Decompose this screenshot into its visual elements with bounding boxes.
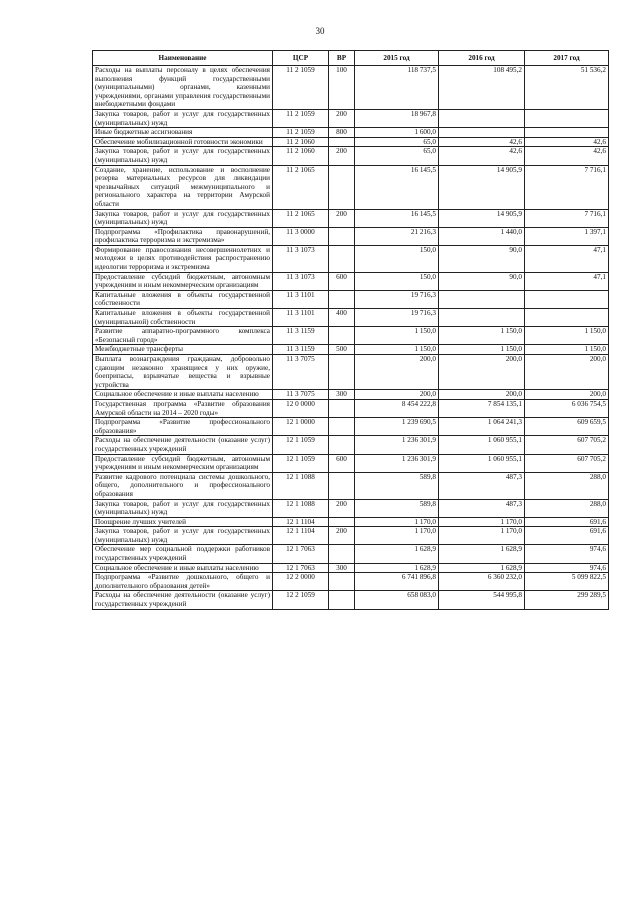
row-vr-cell bbox=[329, 436, 355, 454]
row-2016-cell: 200,0 bbox=[439, 390, 525, 400]
row-2017-cell: 607 705,2 bbox=[525, 454, 609, 472]
row-name-cell: Закупка товаров, работ и услуг для государственных (муниципальных) нужд bbox=[93, 109, 273, 127]
row-2016-cell: 487,3 bbox=[439, 499, 525, 517]
row-csr-cell: 12 1 1088 bbox=[273, 499, 329, 517]
row-2016-cell bbox=[439, 290, 525, 308]
row-csr-cell: 11 3 1101 bbox=[273, 309, 329, 327]
row-vr-cell: 400 bbox=[329, 309, 355, 327]
row-vr-cell: 600 bbox=[329, 454, 355, 472]
table-row bbox=[93, 390, 609, 400]
row-2017-cell: 200,0 bbox=[525, 355, 609, 390]
table-row bbox=[93, 591, 609, 609]
table-row bbox=[93, 272, 609, 290]
row-name-cell: Капитальные вложения в объекты государственной (муниципальной) собственности bbox=[93, 309, 273, 327]
row-2017-cell: 691,6 bbox=[525, 517, 609, 527]
row-csr-cell: 11 3 7075 bbox=[273, 355, 329, 390]
row-2016-cell: 1 628,9 bbox=[439, 563, 525, 573]
row-2017-cell: 51 536,2 bbox=[525, 66, 609, 110]
row-csr-cell: 12 1 0000 bbox=[273, 418, 329, 436]
row-2017-cell: 288,0 bbox=[525, 472, 609, 499]
row-name-cell: Государственная программа «Развитие образования Амурской области на 2014 – 2020 годы» bbox=[93, 399, 273, 417]
row-name-cell: Закупка товаров, работ и услуг для государственных (муниципальных) нужд bbox=[93, 209, 273, 227]
row-name-cell: Подпрограмма «Развитие профессионального образования» bbox=[93, 418, 273, 436]
table-row bbox=[93, 66, 609, 110]
row-name-cell: Расходы на обеспечение деятельности (оказание услуг) государственных учреждений bbox=[93, 591, 273, 609]
row-2016-cell: 1 628,9 bbox=[439, 545, 525, 563]
row-name-cell: Создание, хранение, использование и восполнение резерва материальных ресурсов для ликвидации чрезвычайных ситуаций межмуниципального и регионального характера на территории Амурской области bbox=[93, 165, 273, 209]
table-row bbox=[93, 472, 609, 499]
row-2017-cell: 42,6 bbox=[525, 137, 609, 147]
row-2017-cell: 974,6 bbox=[525, 545, 609, 563]
row-name-cell: Иные бюджетные ассигнования bbox=[93, 128, 273, 138]
row-2016-cell: 6 360 232,0 bbox=[439, 573, 525, 591]
row-name-cell: Социальное обеспечение и иные выплаты населению bbox=[93, 390, 273, 400]
row-vr-cell: 800 bbox=[329, 128, 355, 138]
row-2015-cell: 6 741 896,8 bbox=[355, 573, 439, 591]
row-csr-cell: 12 1 1059 bbox=[273, 454, 329, 472]
row-2016-cell: 42,6 bbox=[439, 137, 525, 147]
row-2017-cell: 1 150,0 bbox=[525, 345, 609, 355]
row-csr-cell: 12 1 1088 bbox=[273, 472, 329, 499]
table-row bbox=[93, 209, 609, 227]
row-2016-cell: 1 150,0 bbox=[439, 345, 525, 355]
row-name-cell: Закупка товаров, работ и услуг для государственных (муниципальных) нужд bbox=[93, 527, 273, 545]
row-vr-cell bbox=[329, 517, 355, 527]
row-2016-cell bbox=[439, 128, 525, 138]
row-name-cell: Закупка товаров, работ и услуг для государственных (муниципальных) нужд bbox=[93, 499, 273, 517]
row-2015-cell: 1 150,0 bbox=[355, 327, 439, 345]
row-2016-cell: 42,6 bbox=[439, 147, 525, 165]
row-2016-cell: 1 060 955,1 bbox=[439, 436, 525, 454]
row-2015-cell: 589,8 bbox=[355, 499, 439, 517]
table-row bbox=[93, 418, 609, 436]
row-csr-cell: 12 1 1104 bbox=[273, 517, 329, 527]
budget-table bbox=[92, 50, 609, 610]
row-csr-cell: 11 2 1065 bbox=[273, 209, 329, 227]
header-2017: 2017 год bbox=[525, 51, 609, 66]
table-row bbox=[93, 147, 609, 165]
row-2016-cell: 1 150,0 bbox=[439, 327, 525, 345]
row-2015-cell: 1 170,0 bbox=[355, 527, 439, 545]
row-2015-cell: 1 239 690,5 bbox=[355, 418, 439, 436]
row-2015-cell: 200,0 bbox=[355, 390, 439, 400]
row-2017-cell bbox=[525, 290, 609, 308]
header-2015: 2015 год bbox=[355, 51, 439, 66]
row-csr-cell: 11 3 7075 bbox=[273, 390, 329, 400]
row-csr-cell: 11 2 1059 bbox=[273, 128, 329, 138]
row-2016-cell bbox=[439, 309, 525, 327]
header-csr: ЦСР bbox=[273, 51, 329, 66]
row-vr-cell: 500 bbox=[329, 345, 355, 355]
row-vr-cell: 100 bbox=[329, 66, 355, 110]
row-2016-cell: 14 905,9 bbox=[439, 165, 525, 209]
table-row bbox=[93, 527, 609, 545]
row-vr-cell bbox=[329, 327, 355, 345]
row-csr-cell: 12 2 0000 bbox=[273, 573, 329, 591]
row-csr-cell: 11 2 1059 bbox=[273, 109, 329, 127]
row-2015-cell: 65,0 bbox=[355, 137, 439, 147]
row-2015-cell: 150,0 bbox=[355, 272, 439, 290]
row-vr-cell bbox=[329, 573, 355, 591]
row-2017-cell: 1 150,0 bbox=[525, 327, 609, 345]
row-csr-cell: 12 1 1059 bbox=[273, 436, 329, 454]
row-vr-cell: 200 bbox=[329, 209, 355, 227]
row-vr-cell: 300 bbox=[329, 390, 355, 400]
header-2016: 2016 год bbox=[439, 51, 525, 66]
row-2015-cell: 1 628,9 bbox=[355, 545, 439, 563]
table-row bbox=[93, 345, 609, 355]
row-2015-cell: 150,0 bbox=[355, 245, 439, 272]
row-2016-cell: 90,0 bbox=[439, 245, 525, 272]
row-csr-cell: 11 2 1065 bbox=[273, 165, 329, 209]
table-row bbox=[93, 355, 609, 390]
row-name-cell: Подпрограмма «Развитие дошкольного, общего и дополнительного образования детей» bbox=[93, 573, 273, 591]
row-csr-cell: 11 3 1073 bbox=[273, 272, 329, 290]
row-2017-cell: 42,6 bbox=[525, 147, 609, 165]
table-header-row bbox=[93, 51, 609, 66]
table-row bbox=[93, 327, 609, 345]
row-2015-cell: 19 716,3 bbox=[355, 290, 439, 308]
header-vr: ВР bbox=[329, 51, 355, 66]
row-2017-cell: 609 659,5 bbox=[525, 418, 609, 436]
row-2017-cell: 47,1 bbox=[525, 245, 609, 272]
row-2017-cell: 288,0 bbox=[525, 499, 609, 517]
row-vr-cell bbox=[329, 137, 355, 147]
row-name-cell: Капитальные вложения в объекты государственной собственности bbox=[93, 290, 273, 308]
row-2017-cell: 974,6 bbox=[525, 563, 609, 573]
row-2015-cell: 1 600,0 bbox=[355, 128, 439, 138]
table-row bbox=[93, 309, 609, 327]
row-name-cell: Расходы на обеспечение деятельности (оказание услуг) государственных учреждений bbox=[93, 436, 273, 454]
row-name-cell: Поощрение лучших учителей bbox=[93, 517, 273, 527]
row-vr-cell bbox=[329, 245, 355, 272]
row-name-cell: Подпрограмма «Профилактика правонарушений, профилактика терроризма и экстремизма» bbox=[93, 227, 273, 245]
row-2016-cell: 200,0 bbox=[439, 355, 525, 390]
row-2015-cell: 118 737,5 bbox=[355, 66, 439, 110]
table-row bbox=[93, 454, 609, 472]
row-2015-cell: 589,8 bbox=[355, 472, 439, 499]
row-csr-cell: 12 0 0000 bbox=[273, 399, 329, 417]
row-vr-cell bbox=[329, 290, 355, 308]
row-name-cell: Формирование правосознания несовершеннолетних и молодежи в целях противодействия распространению идеологии терроризма и экстремизма bbox=[93, 245, 273, 272]
row-name-cell: Предоставление субсидий бюджетным, автономным учреждениям и иным некоммерческим организациям bbox=[93, 454, 273, 472]
row-csr-cell: 11 3 0000 bbox=[273, 227, 329, 245]
row-2017-cell bbox=[525, 309, 609, 327]
row-2016-cell: 14 905,9 bbox=[439, 209, 525, 227]
row-csr-cell: 12 1 7063 bbox=[273, 545, 329, 563]
row-2016-cell: 108 495,2 bbox=[439, 66, 525, 110]
row-2015-cell: 65,0 bbox=[355, 147, 439, 165]
row-vr-cell: 200 bbox=[329, 499, 355, 517]
row-2016-cell: 1 064 241,3 bbox=[439, 418, 525, 436]
row-vr-cell bbox=[329, 418, 355, 436]
row-2015-cell: 19 716,3 bbox=[355, 309, 439, 327]
row-2017-cell: 7 716,1 bbox=[525, 165, 609, 209]
row-2017-cell bbox=[525, 109, 609, 127]
row-vr-cell: 300 bbox=[329, 563, 355, 573]
table-row bbox=[93, 137, 609, 147]
row-csr-cell: 11 2 1059 bbox=[273, 66, 329, 110]
table-row bbox=[93, 165, 609, 209]
row-vr-cell: 600 bbox=[329, 272, 355, 290]
row-csr-cell: 12 2 1059 bbox=[273, 591, 329, 609]
row-2015-cell: 658 083,0 bbox=[355, 591, 439, 609]
row-2015-cell: 16 145,5 bbox=[355, 165, 439, 209]
table-row bbox=[93, 573, 609, 591]
row-name-cell: Межбюджетные трансферты bbox=[93, 345, 273, 355]
row-vr-cell bbox=[329, 545, 355, 563]
row-2017-cell: 200,0 bbox=[525, 390, 609, 400]
table-row bbox=[93, 436, 609, 454]
row-2015-cell: 16 145,5 bbox=[355, 209, 439, 227]
row-2016-cell: 90,0 bbox=[439, 272, 525, 290]
row-csr-cell: 11 3 1159 bbox=[273, 345, 329, 355]
row-2016-cell: 1 440,0 bbox=[439, 227, 525, 245]
table-row bbox=[93, 517, 609, 527]
table-body bbox=[93, 66, 609, 610]
row-name-cell: Расходы на выплаты персоналу в целях обеспечения выполнения функций государственными (муниципальными) органами, казенными учреждениями, органами управления государственными внебюджетными фондами bbox=[93, 66, 273, 110]
row-2016-cell: 7 854 135,1 bbox=[439, 399, 525, 417]
row-2017-cell: 1 397,1 bbox=[525, 227, 609, 245]
row-csr-cell: 11 2 1060 bbox=[273, 137, 329, 147]
table-row bbox=[93, 227, 609, 245]
page-number: 30 bbox=[315, 26, 325, 36]
row-2017-cell bbox=[525, 128, 609, 138]
row-vr-cell bbox=[329, 165, 355, 209]
row-name-cell: Социальное обеспечение и иные выплаты населению bbox=[93, 563, 273, 573]
row-2015-cell: 8 454 222,8 bbox=[355, 399, 439, 417]
row-csr-cell: 11 3 1159 bbox=[273, 327, 329, 345]
row-csr-cell: 12 1 7063 bbox=[273, 563, 329, 573]
row-2017-cell: 7 716,1 bbox=[525, 209, 609, 227]
row-2015-cell: 1 170,0 bbox=[355, 517, 439, 527]
row-2015-cell: 1 236 301,9 bbox=[355, 454, 439, 472]
row-csr-cell: 11 3 1101 bbox=[273, 290, 329, 308]
row-2015-cell: 1 236 301,9 bbox=[355, 436, 439, 454]
row-2015-cell: 1 150,0 bbox=[355, 345, 439, 355]
row-2017-cell: 5 099 822,5 bbox=[525, 573, 609, 591]
row-name-cell: Обеспечение мер социальной поддержки работников государственных учреждений bbox=[93, 545, 273, 563]
row-name-cell: Предоставление субсидий бюджетным, автономным учреждениям и иным некоммерческим организациям bbox=[93, 272, 273, 290]
row-2017-cell: 299 289,5 bbox=[525, 591, 609, 609]
row-2016-cell bbox=[439, 109, 525, 127]
table-row bbox=[93, 545, 609, 563]
row-csr-cell: 12 1 1104 bbox=[273, 527, 329, 545]
row-2016-cell: 1 170,0 bbox=[439, 527, 525, 545]
row-2017-cell: 691,6 bbox=[525, 527, 609, 545]
header-name: Наименование bbox=[93, 51, 273, 66]
row-2015-cell: 18 967,8 bbox=[355, 109, 439, 127]
row-name-cell: Обеспечение мобилизационной готовности экономики bbox=[93, 137, 273, 147]
row-name-cell: Развитие кадрового потенциала системы дошкольного, общего, дополнительного и профессионального образования bbox=[93, 472, 273, 499]
row-vr-cell: 200 bbox=[329, 147, 355, 165]
row-2015-cell: 21 216,3 bbox=[355, 227, 439, 245]
table-row bbox=[93, 563, 609, 573]
table-row bbox=[93, 290, 609, 308]
row-name-cell: Закупка товаров, работ и услуг для государственных (муниципальных) нужд bbox=[93, 147, 273, 165]
table-row bbox=[93, 128, 609, 138]
row-vr-cell bbox=[329, 227, 355, 245]
row-vr-cell bbox=[329, 399, 355, 417]
row-2017-cell: 47,1 bbox=[525, 272, 609, 290]
row-2016-cell: 1 060 955,1 bbox=[439, 454, 525, 472]
row-vr-cell: 200 bbox=[329, 527, 355, 545]
row-2017-cell: 6 036 754,5 bbox=[525, 399, 609, 417]
row-vr-cell bbox=[329, 355, 355, 390]
table-row bbox=[93, 399, 609, 417]
row-name-cell: Развитие аппаратно-программного комплекса «Безопасный город» bbox=[93, 327, 273, 345]
row-vr-cell bbox=[329, 472, 355, 499]
row-2016-cell: 544 995,8 bbox=[439, 591, 525, 609]
row-2016-cell: 487,3 bbox=[439, 472, 525, 499]
table-row bbox=[93, 245, 609, 272]
row-2017-cell: 607 705,2 bbox=[525, 436, 609, 454]
row-vr-cell: 200 bbox=[329, 109, 355, 127]
row-csr-cell: 11 3 1073 bbox=[273, 245, 329, 272]
table-row bbox=[93, 499, 609, 517]
row-2015-cell: 1 628,9 bbox=[355, 563, 439, 573]
row-2015-cell: 200,0 bbox=[355, 355, 439, 390]
row-vr-cell bbox=[329, 591, 355, 609]
table-row bbox=[93, 109, 609, 127]
row-2016-cell: 1 170,0 bbox=[439, 517, 525, 527]
row-name-cell: Выплата вознаграждения гражданам, добровольно сдающим незаконно хранящиеся у них оружие, боеприпасы, взрывчатые вещества и взрывные устройства bbox=[93, 355, 273, 390]
row-csr-cell: 11 2 1060 bbox=[273, 147, 329, 165]
